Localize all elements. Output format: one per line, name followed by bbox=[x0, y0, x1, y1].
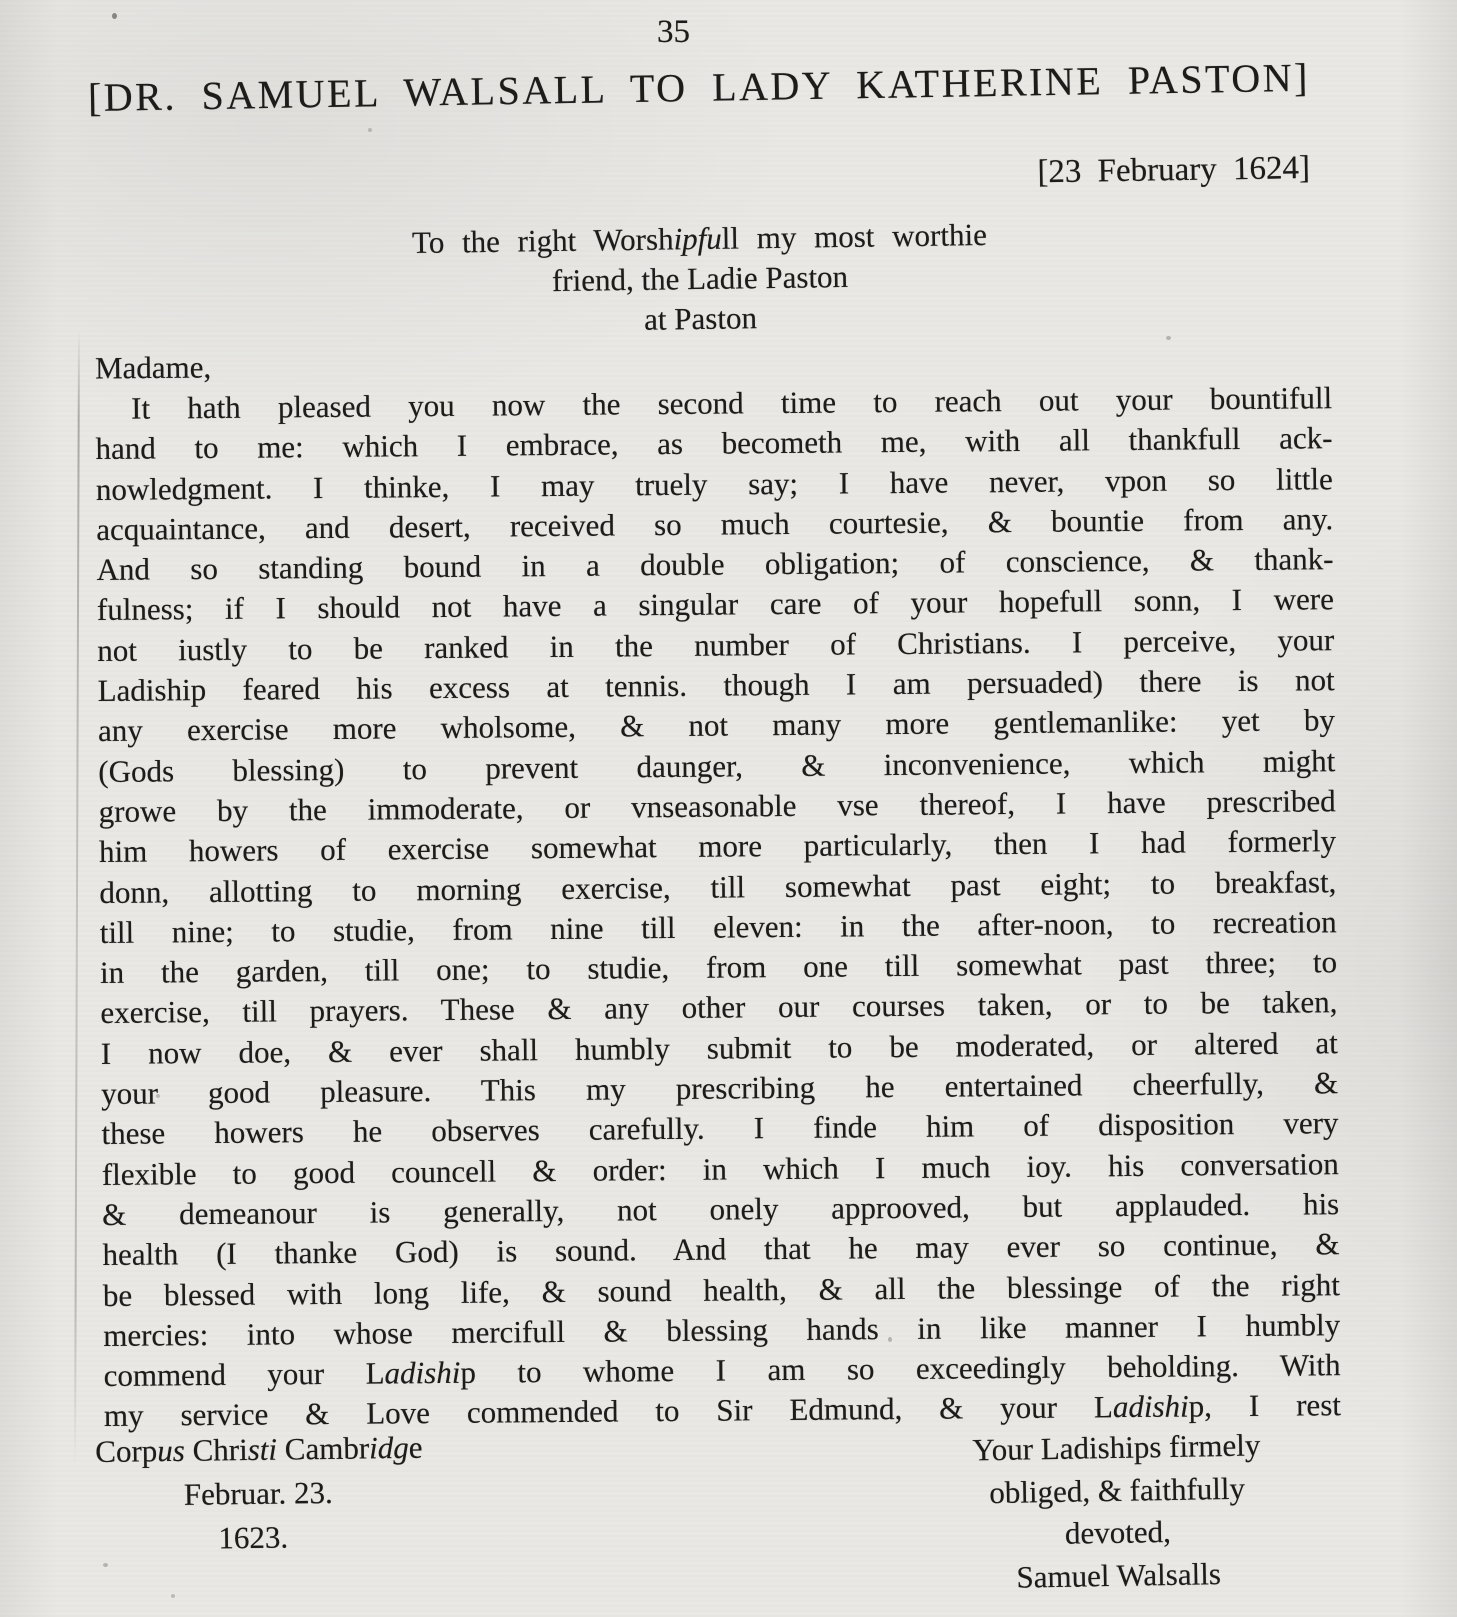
closing-place: Corpus Christi Cambridge bbox=[95, 1429, 423, 1469]
letter-heading: [DR. SAMUEL WALSALL TO LADY KATHERINE PASTON] bbox=[87, 54, 1311, 120]
body-line: And so standing bound in a double obligation; of conscience, & thank- bbox=[96, 541, 1334, 588]
closing-date-day: Februar. 23. bbox=[183, 1474, 334, 1512]
paper-speck bbox=[171, 1594, 175, 1598]
paper-speck bbox=[1166, 336, 1171, 340]
body-line: these howers he observes carefully. I finde him of disposition very bbox=[101, 1105, 1339, 1152]
body-line: till nine; to studie, from nine till eleven: in the after-noon, to recreation bbox=[99, 904, 1337, 950]
paper-speck bbox=[103, 1563, 108, 1567]
body-line: mercies: into whose mercifull & blessing hands in like manner I humbly bbox=[103, 1306, 1341, 1353]
valediction-block bbox=[893, 1423, 1342, 1601]
body-line: It hath pleased you now the second time to reach out your bountifull bbox=[131, 380, 1333, 426]
valediction-line: devoted, bbox=[1064, 1514, 1172, 1551]
salutation: Madame, bbox=[94, 349, 212, 386]
body-line: my service & Love commended to Sir Edmund, & your Ladiship, I rest bbox=[103, 1387, 1342, 1434]
closing-date-year: 1623. bbox=[218, 1519, 289, 1556]
body-line: growe by the immoderate, or vnseasonable vse thereof, I have prescribed bbox=[98, 783, 1336, 829]
page-number: 35 bbox=[657, 14, 690, 50]
body-line: (Gods blessing) to prevent daunger, & inconvenience, which might bbox=[98, 742, 1336, 789]
body-line: hand to me: which I embrace, as becometh me, with all thankfull ack- bbox=[95, 420, 1333, 467]
address-line: at Paston bbox=[643, 300, 758, 337]
body-line: flexible to good councell & order: in which I much ioy. his conversation bbox=[101, 1145, 1339, 1192]
letter-date: [23 February 1624] bbox=[1037, 150, 1311, 191]
address-line: To the right Worshipfull my most worthie bbox=[411, 216, 988, 261]
closing-place-date bbox=[95, 1426, 424, 1562]
body-line: fulness; if I should not have a singular care of your hopefull sonn, I were bbox=[96, 581, 1335, 628]
body-line: in the garden, till one; to studie, from one till somewhat past three; to bbox=[99, 944, 1338, 991]
valediction-line: Samuel Walsalls bbox=[1016, 1555, 1222, 1595]
body-line: health (I thanke God) is sound. And that he may ever so continue, & bbox=[102, 1226, 1340, 1273]
left-margin-crease bbox=[74, 330, 80, 1465]
body-line: be blessed with long life, & sound health, & all the blessinge of the right bbox=[102, 1266, 1341, 1313]
valediction-line: Your Ladiships firmely bbox=[972, 1427, 1261, 1468]
body-line: exercise, till prayers. These & any other our courses taken, or to be taken, bbox=[100, 984, 1338, 1031]
body-line: your good pleasure. This my prescribing he entertained cheerfully, & bbox=[100, 1065, 1339, 1112]
body-line: I now doe, & ever shall humbly submit to be moderated, or altered at bbox=[100, 1024, 1338, 1071]
letter-body bbox=[95, 378, 1341, 1436]
body-line: Ladiship feared his excess at tennis. though I am persuaded) there is not bbox=[97, 662, 1335, 709]
valediction-line: obliged, & faithfully bbox=[988, 1470, 1246, 1510]
body-line: any exercise more wholsome, & not many more gentlemanlike: yet by bbox=[97, 702, 1336, 749]
paper-speck bbox=[368, 128, 372, 132]
body-line: & demeanour is generally, not onely approoved, but applauded. his bbox=[102, 1186, 1340, 1232]
body-line: commend your Ladiship to whome I am so exceedingly beholding. With bbox=[103, 1347, 1341, 1394]
address-block bbox=[0, 209, 1401, 349]
address-line: friend, the Ladie Paston bbox=[551, 258, 849, 299]
body-line: acquaintance, and desert, received so much courtesie, & bountie from any. bbox=[96, 501, 1334, 547]
body-line: nowledgment. I thinke, I may truely say; I have never, vpon so little bbox=[95, 460, 1333, 507]
body-line: donn, allotting to morning exercise, till somewhat past eight; to breakfast, bbox=[99, 863, 1337, 910]
body-line: not iustly to be ranked in the number of Christians. I perceive, your bbox=[97, 621, 1335, 668]
body-line: him howers of exercise somewhat more particularly, then I had formerly bbox=[98, 823, 1337, 870]
